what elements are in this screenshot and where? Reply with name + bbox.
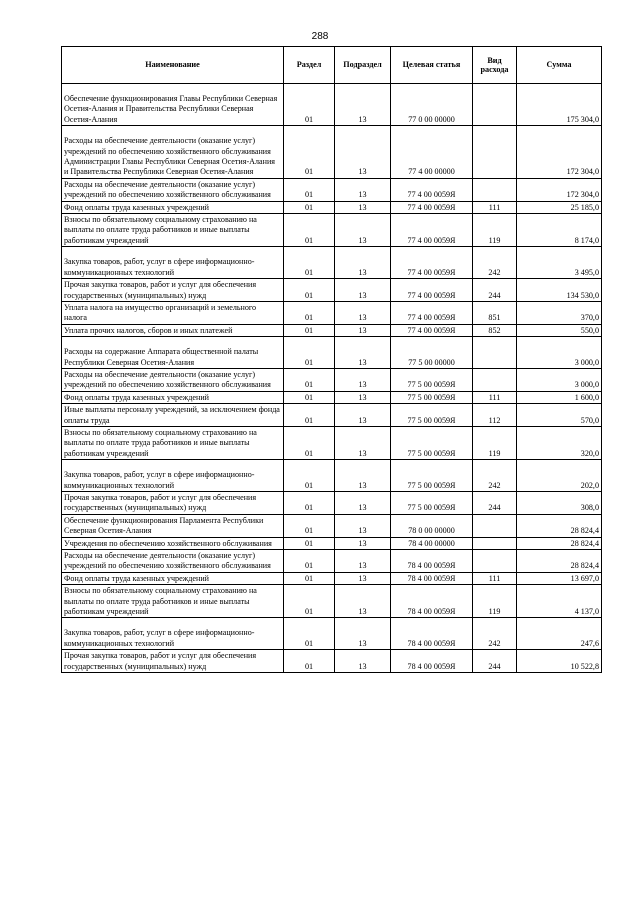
cell-type bbox=[473, 337, 517, 369]
table-row bbox=[62, 585, 602, 618]
cell-name: Взносы по обязательному социальному страхованию на выплаты по оплате труда работников и иные выплаты работникам учреждений bbox=[62, 214, 284, 247]
cell-section: 01 bbox=[284, 514, 335, 537]
header-section: Раздел bbox=[284, 47, 335, 84]
cell-type bbox=[473, 126, 517, 179]
cell-subsection: 13 bbox=[335, 201, 391, 213]
cell-subsection: 13 bbox=[335, 426, 391, 459]
cell-subsection: 13 bbox=[335, 337, 391, 369]
cell-section: 01 bbox=[284, 618, 335, 650]
cell-section: 01 bbox=[284, 247, 335, 279]
cell-section: 01 bbox=[284, 178, 335, 201]
header-subsection: Подраздел bbox=[335, 47, 391, 84]
cell-name: Уплата налога на имущество организаций и земельного налога bbox=[62, 301, 284, 324]
budget-table bbox=[61, 46, 602, 673]
cell-section: 01 bbox=[284, 585, 335, 618]
cell-name: Расходы на обеспечение деятельности (оказание услуг) учреждений по обеспечению хозяйственного обслуживания bbox=[62, 368, 284, 391]
table-row bbox=[62, 279, 602, 302]
cell-section: 01 bbox=[284, 279, 335, 302]
cell-sum: 13 697,0 bbox=[517, 572, 602, 584]
table-row bbox=[62, 391, 602, 403]
cell-sum: 3 000,0 bbox=[517, 337, 602, 369]
cell-target: 77 4 00 0059Я bbox=[391, 178, 473, 201]
cell-type bbox=[473, 368, 517, 391]
cell-target: 77 0 00 00000 bbox=[391, 84, 473, 126]
cell-name: Закупка товаров, работ, услуг в сфере информационно-коммуникационных технологий bbox=[62, 247, 284, 279]
cell-name: Учреждения по обеспечению хозяйственного обслуживания bbox=[62, 537, 284, 549]
table-row bbox=[62, 460, 602, 492]
cell-type: 111 bbox=[473, 572, 517, 584]
cell-sum: 172 304,0 bbox=[517, 178, 602, 201]
cell-subsection: 13 bbox=[335, 126, 391, 179]
cell-name: Обеспечение функционирования Парламента Республики Северная Осетия-Алания bbox=[62, 514, 284, 537]
cell-section: 01 bbox=[284, 426, 335, 459]
cell-type bbox=[473, 84, 517, 126]
cell-section: 01 bbox=[284, 337, 335, 369]
header-name: Наименование bbox=[62, 47, 284, 84]
cell-type: 242 bbox=[473, 247, 517, 279]
cell-section: 01 bbox=[284, 650, 335, 673]
cell-type: 111 bbox=[473, 201, 517, 213]
cell-subsection: 13 bbox=[335, 84, 391, 126]
cell-type bbox=[473, 550, 517, 573]
cell-type: 244 bbox=[473, 492, 517, 515]
cell-sum: 202,0 bbox=[517, 460, 602, 492]
table-row bbox=[62, 178, 602, 201]
cell-sum: 4 137,0 bbox=[517, 585, 602, 618]
cell-target: 78 4 00 00000 bbox=[391, 537, 473, 549]
page-number: 288 bbox=[311, 31, 329, 42]
cell-sum: 370,0 bbox=[517, 301, 602, 324]
cell-subsection: 13 bbox=[335, 537, 391, 549]
cell-name: Расходы на содержание Аппарата общественной палаты Республики Северная Осетия-Алания bbox=[62, 337, 284, 369]
table-row bbox=[62, 324, 602, 336]
cell-target: 77 5 00 0059Я bbox=[391, 492, 473, 515]
cell-target: 77 4 00 00000 bbox=[391, 126, 473, 179]
cell-section: 01 bbox=[284, 201, 335, 213]
cell-type: 244 bbox=[473, 279, 517, 302]
cell-subsection: 13 bbox=[335, 550, 391, 573]
cell-subsection: 13 bbox=[335, 301, 391, 324]
cell-name: Прочая закупка товаров, работ и услуг для обеспечения государственных (муниципальных) нужд bbox=[62, 650, 284, 673]
cell-target: 78 4 00 0059Я bbox=[391, 618, 473, 650]
cell-type: 111 bbox=[473, 391, 517, 403]
cell-name: Прочая закупка товаров, работ и услуг для обеспечения государственных (муниципальных) нужд bbox=[62, 279, 284, 302]
cell-section: 01 bbox=[284, 550, 335, 573]
cell-sum: 8 174,0 bbox=[517, 214, 602, 247]
table-row bbox=[62, 247, 602, 279]
header-target: Целевая статья bbox=[391, 47, 473, 84]
cell-section: 01 bbox=[284, 492, 335, 515]
cell-subsection: 13 bbox=[335, 572, 391, 584]
cell-subsection: 13 bbox=[335, 279, 391, 302]
cell-type: 242 bbox=[473, 618, 517, 650]
cell-type: 244 bbox=[473, 650, 517, 673]
cell-target: 78 0 00 00000 bbox=[391, 514, 473, 537]
cell-type: 119 bbox=[473, 214, 517, 247]
cell-name: Закупка товаров, работ, услуг в сфере информационно-коммуникационных технологий bbox=[62, 460, 284, 492]
cell-subsection: 13 bbox=[335, 585, 391, 618]
cell-type bbox=[473, 178, 517, 201]
cell-subsection: 13 bbox=[335, 618, 391, 650]
cell-type: 112 bbox=[473, 404, 517, 427]
cell-target: 77 5 00 0059Я bbox=[391, 391, 473, 403]
table-body bbox=[62, 84, 602, 673]
cell-sum: 3 495,0 bbox=[517, 247, 602, 279]
cell-type: 852 bbox=[473, 324, 517, 336]
cell-subsection: 13 bbox=[335, 247, 391, 279]
cell-sum: 570,0 bbox=[517, 404, 602, 427]
cell-name: Расходы на обеспечение деятельности (оказание услуг) учреждений по обеспечению хозяйственного обслуживания bbox=[62, 550, 284, 573]
cell-subsection: 13 bbox=[335, 324, 391, 336]
header-sum: Сумма bbox=[517, 47, 602, 84]
cell-type: 242 bbox=[473, 460, 517, 492]
cell-subsection: 13 bbox=[335, 650, 391, 673]
table-row bbox=[62, 337, 602, 369]
cell-target: 77 5 00 00000 bbox=[391, 337, 473, 369]
cell-subsection: 13 bbox=[335, 178, 391, 201]
cell-type: 119 bbox=[473, 585, 517, 618]
cell-section: 01 bbox=[284, 301, 335, 324]
cell-sum: 175 304,0 bbox=[517, 84, 602, 126]
table-row bbox=[62, 550, 602, 573]
cell-target: 78 4 00 0059Я bbox=[391, 585, 473, 618]
table-row bbox=[62, 301, 602, 324]
cell-section: 01 bbox=[284, 537, 335, 549]
cell-name: Расходы на обеспечение деятельности (оказание услуг) учреждений по обеспечению хозяйственного обслуживания bbox=[62, 178, 284, 201]
cell-subsection: 13 bbox=[335, 460, 391, 492]
cell-name: Взносы по обязательному социальному страхованию на выплаты по оплате труда работников и иные выплаты работникам учреждений bbox=[62, 426, 284, 459]
cell-sum: 3 000,0 bbox=[517, 368, 602, 391]
cell-name: Фонд оплаты труда казенных учреждений bbox=[62, 201, 284, 213]
cell-sum: 247,6 bbox=[517, 618, 602, 650]
cell-target: 77 5 00 0059Я bbox=[391, 404, 473, 427]
table-row bbox=[62, 618, 602, 650]
cell-sum: 28 824,4 bbox=[517, 537, 602, 549]
cell-name: Уплата прочих налогов, сборов и иных платежей bbox=[62, 324, 284, 336]
table-row bbox=[62, 368, 602, 391]
cell-target: 77 4 00 0059Я bbox=[391, 247, 473, 279]
cell-sum: 10 522,8 bbox=[517, 650, 602, 673]
cell-subsection: 13 bbox=[335, 368, 391, 391]
cell-subsection: 13 bbox=[335, 492, 391, 515]
table-row bbox=[62, 426, 602, 459]
table-header-row bbox=[62, 47, 602, 84]
table-row bbox=[62, 537, 602, 549]
cell-target: 77 4 00 0059Я bbox=[391, 301, 473, 324]
cell-target: 77 4 00 0059Я bbox=[391, 324, 473, 336]
cell-name: Взносы по обязательному социальному страхованию на выплаты по оплате труда работников и иные выплаты работникам учреждений bbox=[62, 585, 284, 618]
cell-target: 77 5 00 0059Я bbox=[391, 460, 473, 492]
cell-target: 78 4 00 0059Я bbox=[391, 650, 473, 673]
cell-type: 851 bbox=[473, 301, 517, 324]
cell-section: 01 bbox=[284, 368, 335, 391]
cell-target: 77 4 00 0059Я bbox=[391, 279, 473, 302]
cell-section: 01 bbox=[284, 460, 335, 492]
cell-section: 01 bbox=[284, 572, 335, 584]
cell-subsection: 13 bbox=[335, 391, 391, 403]
table-row bbox=[62, 201, 602, 213]
cell-sum: 320,0 bbox=[517, 426, 602, 459]
table-row bbox=[62, 214, 602, 247]
cell-name: Обеспечение функционирования Главы Республики Северная Осетия-Алания и Правительства Республики Северная Осетия-Алания bbox=[62, 84, 284, 126]
cell-section: 01 bbox=[284, 391, 335, 403]
cell-subsection: 13 bbox=[335, 404, 391, 427]
cell-sum: 1 600,0 bbox=[517, 391, 602, 403]
cell-sum: 550,0 bbox=[517, 324, 602, 336]
header-type: Вид расхода bbox=[473, 47, 517, 84]
table-row bbox=[62, 572, 602, 584]
table-row bbox=[62, 650, 602, 673]
cell-target: 77 4 00 0059Я bbox=[391, 201, 473, 213]
cell-section: 01 bbox=[284, 324, 335, 336]
table-row bbox=[62, 126, 602, 179]
cell-sum: 172 304,0 bbox=[517, 126, 602, 179]
cell-target: 77 5 00 0059Я bbox=[391, 426, 473, 459]
cell-type bbox=[473, 537, 517, 549]
table-row bbox=[62, 84, 602, 126]
cell-sum: 28 824,4 bbox=[517, 550, 602, 573]
cell-name: Фонд оплаты труда казенных учреждений bbox=[62, 572, 284, 584]
cell-subsection: 13 bbox=[335, 514, 391, 537]
cell-name: Прочая закупка товаров, работ и услуг для обеспечения государственных (муниципальных) нужд bbox=[62, 492, 284, 515]
cell-sum: 28 824,4 bbox=[517, 514, 602, 537]
cell-target: 77 5 00 0059Я bbox=[391, 368, 473, 391]
cell-type bbox=[473, 514, 517, 537]
table-row bbox=[62, 404, 602, 427]
cell-name: Фонд оплаты труда казенных учреждений bbox=[62, 391, 284, 403]
table-row bbox=[62, 492, 602, 515]
cell-sum: 308,0 bbox=[517, 492, 602, 515]
cell-target: 78 4 00 0059Я bbox=[391, 550, 473, 573]
cell-name: Закупка товаров, работ, услуг в сфере информационно-коммуникационных технологий bbox=[62, 618, 284, 650]
cell-target: 77 4 00 0059Я bbox=[391, 214, 473, 247]
cell-type: 119 bbox=[473, 426, 517, 459]
cell-subsection: 13 bbox=[335, 214, 391, 247]
cell-sum: 134 530,0 bbox=[517, 279, 602, 302]
table-row bbox=[62, 514, 602, 537]
cell-section: 01 bbox=[284, 214, 335, 247]
cell-section: 01 bbox=[284, 84, 335, 126]
cell-section: 01 bbox=[284, 126, 335, 179]
cell-name: Иные выплаты персоналу учреждений, за исключением фонда оплаты труда bbox=[62, 404, 284, 427]
cell-target: 78 4 00 0059Я bbox=[391, 572, 473, 584]
cell-section: 01 bbox=[284, 404, 335, 427]
cell-sum: 25 185,0 bbox=[517, 201, 602, 213]
cell-name: Расходы на обеспечение деятельности (оказание услуг) учреждений по обеспечению хозяйственного обслуживания Администрации Главы Республики Северная Осетия-Алания и Правительства Республики Северная Осетия-Алания bbox=[62, 126, 284, 179]
